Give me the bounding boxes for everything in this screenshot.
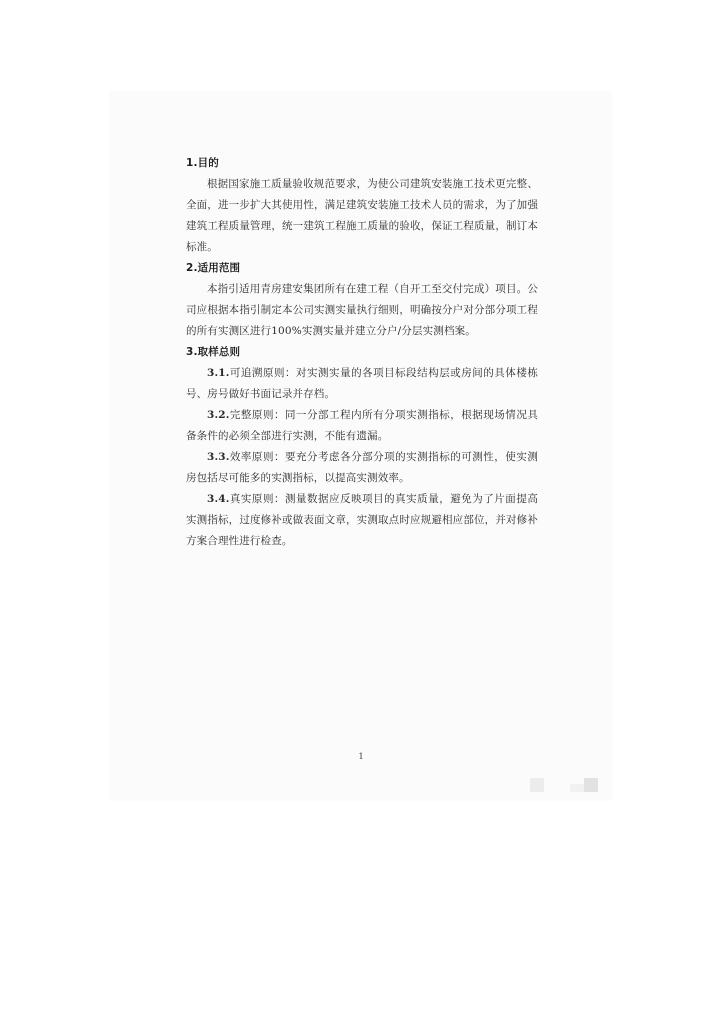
clause-3-2 [186, 405, 538, 447]
paragraph [186, 174, 538, 258]
document-body [186, 153, 538, 552]
clause-number: 3.3. [207, 451, 230, 463]
clause-text: 效率原则：要充分考虑各分部分项的实测指标的可测性，使实测房包括尽可能多的实测指标，以提高实测效率。 [186, 451, 538, 484]
clause-3-1 [186, 363, 538, 405]
page-number: 1 [358, 752, 364, 761]
section-heading-scope: 2.适用范围 [186, 262, 241, 274]
paragraph-text: 根据国家施工质量验收规范要求，为使公司建筑安装施工技术更完整、全面，进一步扩大其使用性，满足建筑安装施工技术人员的需求，为了加强建筑工程质量管理，统一建筑工程施工质量的验收，保证工程质量，制订本标准。 [186, 178, 538, 253]
scan-artifact [570, 784, 584, 792]
clause-text: 可追溯原则：对实测实量的各项目标段结构层或房间的具体楼栋号、房号做好书面记录并存档。 [186, 367, 538, 400]
clause-number: 3.2. [207, 409, 230, 421]
clause-number: 3.1. [207, 367, 230, 379]
section-heading-sampling-principles: 3.取样总则 [186, 346, 241, 358]
clause-3-4 [186, 489, 538, 552]
paragraph [186, 279, 538, 342]
clause-3-3 [186, 447, 538, 489]
scan-artifact [530, 778, 544, 792]
scan-artifact [584, 778, 598, 792]
section-heading-purpose: 1.目的 [186, 157, 219, 169]
clause-number: 3.4. [207, 493, 230, 505]
clause-text: 真实原则：测量数据应反映项目的真实质量，避免为了片面提高实测指标，过度修补或做表面文章，实测取点时应规避相应部位，并对修补方案合理性进行检查。 [186, 493, 538, 547]
clause-text: 完整原则：同一分部工程内所有分项实测指标，根据现场情况具备条件的必须全部进行实测，不能有遗漏。 [186, 409, 538, 442]
paragraph-text: 本指引适用青房建安集团所有在建工程（自开工至交付完成）项目。公司应根据本指引制定本公司实测实量执行细则，明确按分户对分部分项工程的所有实测区进行100%实测实量并建立分户/分层实测档案。 [186, 283, 538, 337]
